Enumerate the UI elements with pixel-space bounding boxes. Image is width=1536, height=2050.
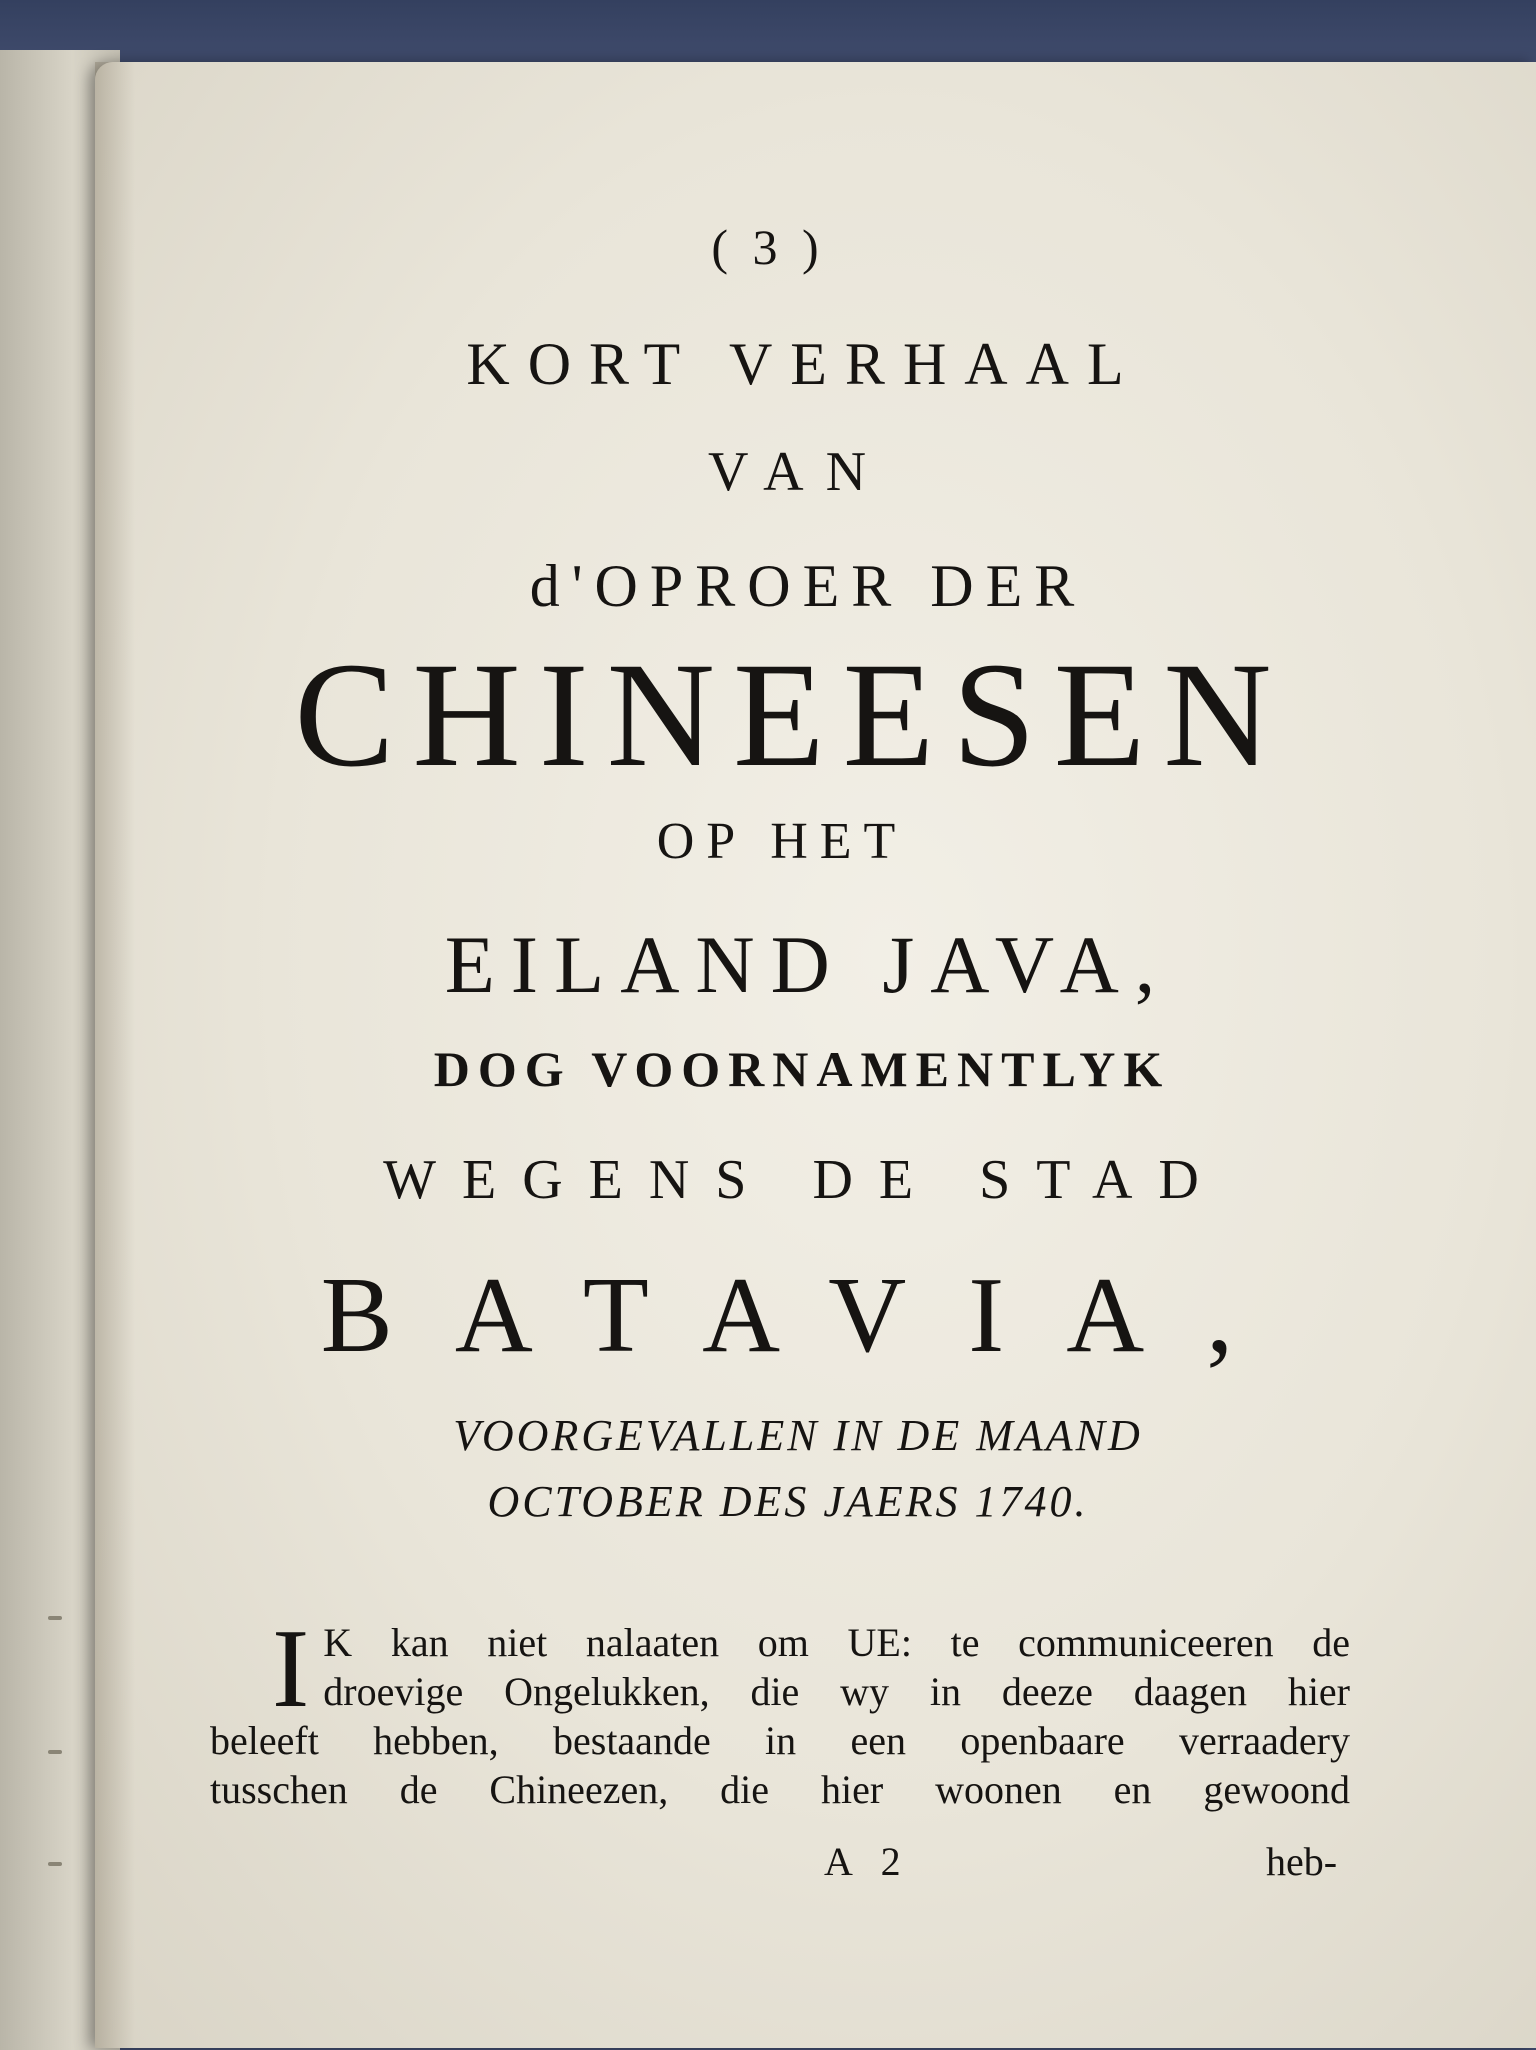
binding-stitch bbox=[48, 1750, 62, 1754]
binding-stitch bbox=[48, 1862, 62, 1866]
body-line-2: droevige Ongelukken, die wy in deeze daagen hier bbox=[323, 1669, 1350, 1714]
title-line-2: VAN bbox=[707, 441, 889, 503]
body-line-3: beleeft hebben, bestaande in een openbaare verraadery bbox=[210, 1718, 1350, 1763]
body-line-1: K kan niet nalaaten om UE: te communiceeren de bbox=[323, 1620, 1350, 1665]
catchword: heb- bbox=[1266, 1839, 1338, 1884]
title-line-10: VOORGEVALLEN IN DE MAAND bbox=[453, 1411, 1143, 1460]
page-number: ( 3 ) bbox=[711, 219, 825, 275]
title-line-8: WEGENS DE STAD bbox=[383, 1149, 1225, 1211]
title-line-6: EILAND JAVA, bbox=[444, 919, 1172, 1010]
title-line-1: KORT VERHAAL bbox=[466, 331, 1142, 397]
title-line-4: CHINEESEN bbox=[294, 632, 1290, 798]
title-line-11: OCTOBER DES JAERS 1740. bbox=[487, 1477, 1089, 1526]
title-line-9: BATAVIA, bbox=[320, 1256, 1296, 1375]
signature-mark: A 2 bbox=[824, 1839, 911, 1884]
body-line-4: tusschen de Chineezen, die hier woonen en gewoond bbox=[210, 1767, 1350, 1812]
title-line-3: d'OPROER DER bbox=[529, 553, 1087, 619]
title-line-5: OP HET bbox=[656, 813, 908, 870]
body-paragraph bbox=[210, 1607, 1350, 1814]
drop-cap: I bbox=[272, 1607, 310, 1731]
binding-stitch bbox=[48, 1616, 62, 1620]
title-line-7: DOG VOORNAMENTLYK bbox=[433, 1041, 1171, 1097]
